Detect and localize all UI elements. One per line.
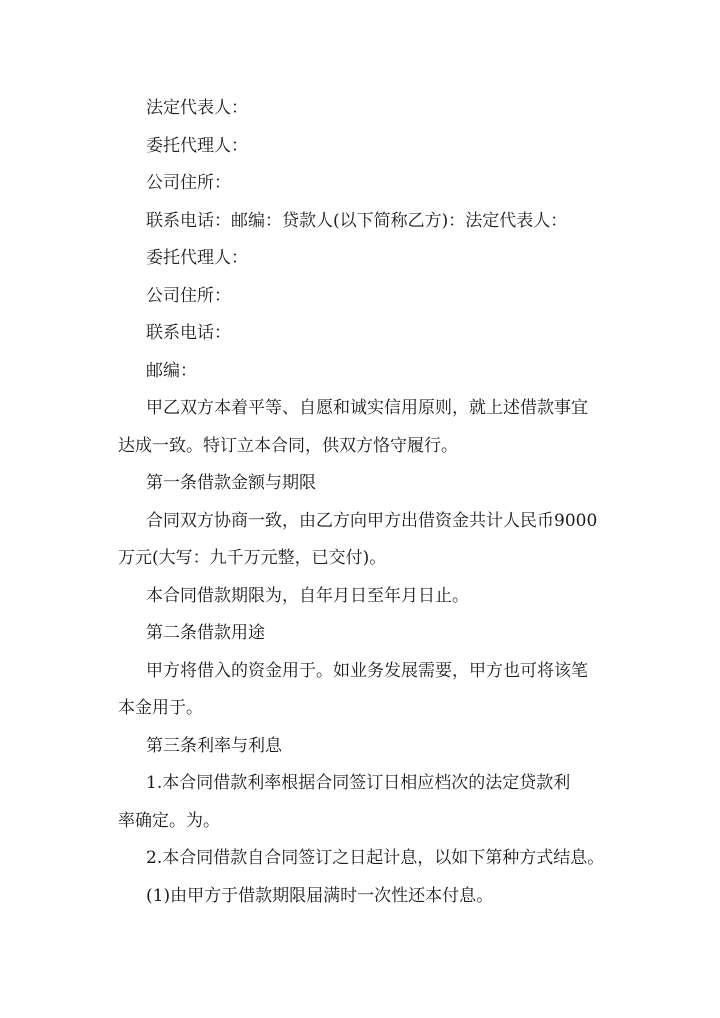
interest-accrual-line: 2.本合同借款自合同签订之日起计息，以如下第种方式结息。	[146, 848, 605, 868]
legal-representative-line: 法定代表人：	[146, 98, 248, 118]
preamble-line-1: 甲乙双方本着平等、自愿和诚实信用原则，就上述借款事宜	[146, 398, 588, 418]
document-body	[118, 90, 626, 915]
postcode-line: 邮编：	[146, 360, 197, 381]
loan-purpose-line-2: 本金用于。	[118, 698, 203, 718]
preamble-line-2: 达成一致。特订立本合同，供双方恪守履行。	[118, 435, 458, 456]
loan-purpose-paragraph	[118, 653, 626, 728]
authorized-agent-line-2: 委托代理人：	[146, 248, 248, 268]
article-1-heading: 第一条借款金额与期限	[146, 473, 316, 493]
repayment-method-1-line: (1)由甲方于借款期限届满时一次性还本付息。	[146, 885, 494, 906]
interest-rate-line-2: 率确定。为。	[118, 810, 220, 831]
loan-amount-line-1: 合同双方协商一致，由乙方向甲方出借资金共计人民币9000	[146, 510, 598, 531]
loan-term-line: 本合同借款期限为，自年月日至年月日止。	[146, 585, 469, 606]
loan-amount-paragraph	[118, 503, 626, 578]
article-3-heading: 第三条利率与利息	[146, 735, 282, 756]
authorized-agent-line: 委托代理人：	[146, 135, 248, 156]
preamble-paragraph	[118, 390, 626, 465]
company-address-line-2: 公司住所：	[146, 285, 231, 306]
contact-phone-line: 联系电话：	[146, 323, 231, 343]
interest-rate-paragraph	[118, 765, 626, 840]
article-2-heading: 第二条借款用途	[146, 623, 265, 643]
company-address-line: 公司住所：	[146, 173, 231, 193]
loan-purpose-line-1: 甲方将借入的资金用于。如业务发展需要，甲方也可将该笔	[146, 660, 588, 681]
loan-amount-line-2: 万元(大写：九千万元整，已交付)。	[118, 548, 387, 568]
interest-rate-line-1: 1.本合同借款利率根据合同签订日相应档次的法定贷款利	[146, 773, 571, 793]
contact-lender-line: 联系电话：邮编：贷款人(以下简称乙方)：法定代表人：	[146, 210, 568, 231]
